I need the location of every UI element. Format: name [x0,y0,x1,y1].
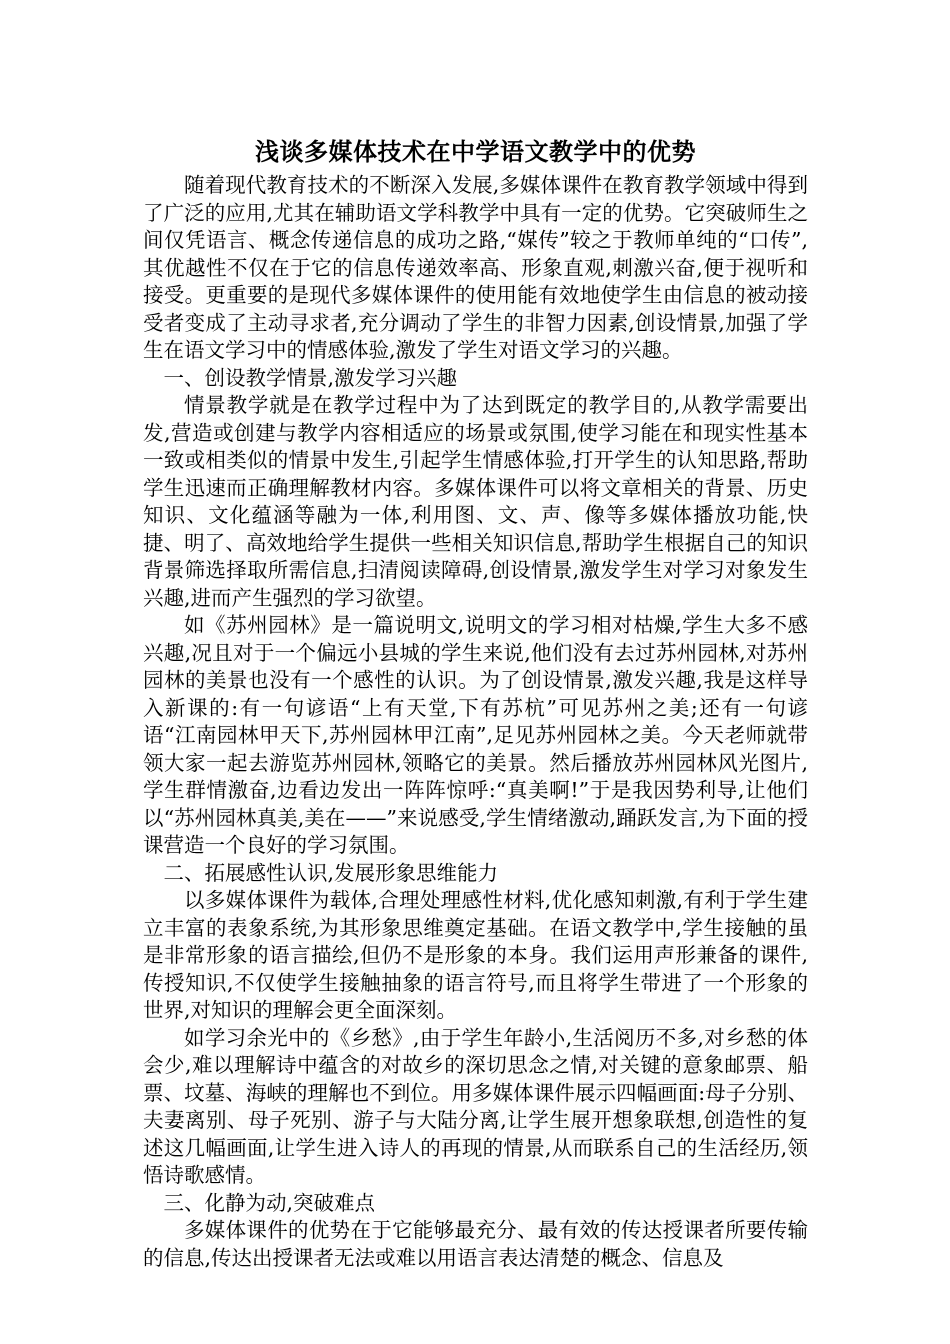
document-title: 浅谈多媒体技术在中学语文教学中的优势 [255,138,696,166]
section-2-paragraph-2: 如学习余光中的《乡愁》,由于学生年龄小,生活阅历不多,对乡愁的体会少,难以理解诗中蕴含的对故乡的深切思念之情,对关键的意象邮票、船票、坟墓、海峡的理解也不到位。用多媒体课件展示四幅画面:母子分别、夫妻离别、母子死别、游子与大陆分离,让学生展开想象联想,创造性的复述这几幅画面,让学生进入诗人的再现的情景,从而联系自己的生活经历,领悟诗歌感情。 [143,1025,808,1187]
section-1-heading: 一、创设教学情景,激发学习兴趣 [163,365,458,390]
section-3-heading: 三、化静为动,突破难点 [163,1190,376,1215]
section-2-heading: 二、拓展感性认识,发展形象思维能力 [163,860,499,885]
section-1-paragraph-2: 如《苏州园林》是一篇说明文,说明文的学习相对枯燥,学生大多不感兴趣,况且对于一个偏远小县城的学生来说,他们没有去过苏州园林,对苏州园林的美景也没有一个感性的认识。为了创设情景,激发兴趣,我是这样导入新课的:有一句谚语“上有天堂,下有苏杭”可见苏州之美;还有一句谚语“江南园林甲天下,苏州园林甲江南”,足见苏州园林之美。今天老师就带领大家一起去游览苏州园林,领略它的美景。然后播放苏州园林风光图片,学生群情激奋,边看边发出一阵阵惊呼:“真美啊!”于是我因势利导,让他们以“苏州园林真美,美在——”来说感受,学生情绪激动,踊跃发言,为下面的授课营造一个良好的学习氛围。 [143,613,808,857]
section-1-paragraph-1: 情景教学就是在教学过程中为了达到既定的教学目的,从教学需要出发,营造或创建与教学内容相适应的场景或氛围,使学习能在和现实性基本一致或相类似的情景中发生,引起学生情感体验,打开学生的认知思路,帮助学生迅速而正确理解教材内容。多媒体课件可以将文章相关的背景、历史知识、文化蕴涵等融为一体,利用图、文、声、像等多媒体播放功能,快捷、明了、高效地给学生提供一些相关知识信息,帮助学生根据自己的知识背景筛选择取所需信息,扫清阅读障碍,创设情景,激发学生对学习对象发生兴趣,进而产生强烈的学习欲望。 [143,393,808,610]
document-page [143,134,808,1272]
section-3-paragraph-1: 多媒体课件的优势在于它能够最充分、最有效的传达授课者所要传输的信息,传达出授课者无法或难以用语言表达清楚的概念、信息及 [143,1218,808,1270]
intro-paragraph: 随着现代教育技术的不断深入发展,多媒体课件在教育教学领域中得到了广泛的应用,尤其在辅助语文学科教学中具有一定的优势。它突破师生之间仅凭语言、概念传递信息的成功之路,“媒传”较之于教师单纯的“口传”,其优越性不仅在于它的信息传递效率高、形象直观,刺激兴奋,便于视听和接受。更重要的是现代多媒体课件的使用能有效地使学生由信息的被动接受者变成了主动寻求者,充分调动了学生的非智力因素,创设情景,加强了学生在语文学习中的情感体验,激发了学生对语文学习的兴趣。 [143,173,808,362]
section-2-paragraph-1: 以多媒体课件为载体,合理处理感性材料,优化感知刺激,有利于学生建立丰富的表象系统,为其形象思维奠定基础。在语文教学中,学生接触的虽是非常形象的语言描绘,但仍不是形象的本身。我们运用声形兼备的课件,传授知识,不仅使学生接触抽象的语言符号,而且将学生带进了一个形象的世界,对知识的理解会更全面深刻。 [143,888,808,1022]
